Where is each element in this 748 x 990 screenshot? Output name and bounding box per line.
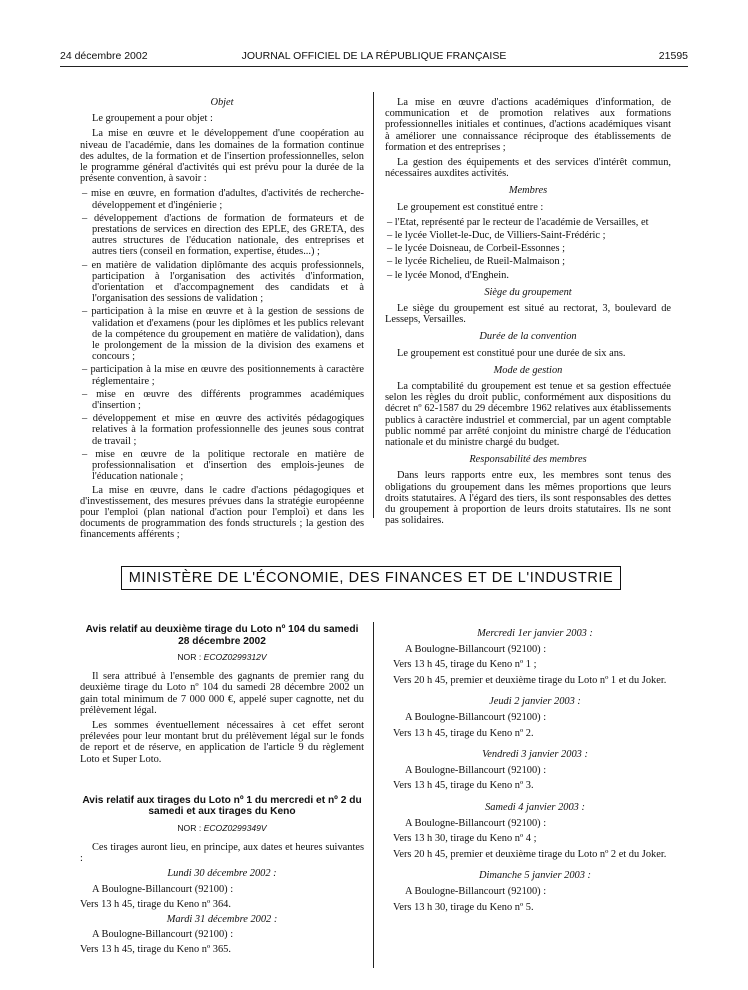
membres-item: – l'Etat, représenté par le recteur de l'académie de Versailles, et bbox=[387, 216, 649, 228]
schedule-line: Vers 13 h 45, tirage du Keno nº 365. bbox=[80, 944, 231, 956]
heading-duree: Durée de la convention bbox=[479, 331, 577, 343]
membres-intro: Le groupement est constitué entre : bbox=[397, 201, 544, 213]
objet-item: – développement et mise en œuvre des activités pédagogiques relatives à la formation professionnelle des jeunes sous contrat de travail ; bbox=[82, 413, 364, 447]
bottom-column-divider bbox=[373, 622, 374, 968]
avis-2-intro: Ces tirages auront lieu, en principe, aux dates et heures suivantes : bbox=[80, 842, 364, 865]
membres-item: – le lycée Doisneau, de Corbeil-Essonnes ; bbox=[387, 243, 566, 255]
objet-item: – en matière de validation diplômante des acquis professionnels, participation à l'organisation des activités d'information, d'orientation et d'accompagnement des candidats et à l'organisation des sessions de validation ; bbox=[82, 259, 364, 305]
objet-paragraph-2: La mise en œuvre, dans le cadre d'actions pédagogiques et d'investissement, des mesures prévues dans la stratégie européenne pour l'emploi (plan national d'action pour l'emploi) et dans les documents de programmation des fonds structurels ; la gestion des financements afférents ; bbox=[80, 484, 364, 541]
objet-item: – mise en œuvre de la politique rectorale en matière de professionnalisation et d'insertion des emplois-jeunes de l'éducation nationale ; bbox=[82, 448, 364, 483]
schedule-date: Lundi 30 décembre 2002 : bbox=[167, 868, 277, 880]
gestion-text: La comptabilité du groupement est tenue et sa gestion effectuée selon les règles du droit public, conformément aux dispositions du décret nº 62-1587 du 29 décembre 1962 relatives aux établissements publics à caractère industriel et commercial, par un agent comptable public nommé par arrêté conjoint du ministre chargé de l'éducation nationale et du ministre chargé du budget. bbox=[385, 381, 671, 449]
heading-siege: Siège du groupement bbox=[484, 286, 572, 298]
objet-paragraph-3: La mise en œuvre d'actions académiques d'information, de communication et de promotion relatives aux formations professionnelles initiales et continues, d'actions académiques visant à améliorer une connaissance réciproque des établissements de formation et des entreprises ; bbox=[385, 97, 671, 153]
ministry-banner: MINISTÈRE DE L'ÉCONOMIE, DES FINANCES ET DE L'INDUSTRIE bbox=[121, 566, 621, 590]
membres-item: – le lycée Richelieu, de Rueil-Malmaison ; bbox=[387, 256, 566, 268]
membres-item: – le lycée Viollet-le-Duc, de Villiers-Saint-Frédéric ; bbox=[387, 230, 606, 242]
objet-item: – mise en œuvre des différents programmes académiques d'insertion ; bbox=[82, 388, 364, 412]
objet-item: – participation à la mise en œuvre et à la gestion de sessions de validation et d'examens (pour les diplômes et les publics relevant de la compétence du groupement en matière de validation), dans le prolongement de la mission de la division des examens et concours ; bbox=[82, 306, 364, 363]
avis-1-paragraph-1: Il sera attribué à l'ensemble des gagnants de premier rang du deuxième tirage du Loto nº 104 du samedi 28 décembre 2002 un gain total minimum de 7 000 000 €, appelé super cagnotte, net du prélèvement légal. bbox=[80, 671, 364, 716]
schedule-line: Vers 13 h 45, tirage du Keno nº 3. bbox=[393, 780, 534, 792]
schedule-date: Mardi 31 décembre 2002 : bbox=[166, 914, 278, 926]
heading-responsabilite: Responsabilité des membres bbox=[469, 454, 587, 466]
schedule-line: Vers 20 h 45, premier et deuxième tirage du Loto nº 2 et du Joker. bbox=[393, 848, 667, 860]
schedule-line: Vers 13 h 30, tirage du Keno nº 4 ; bbox=[393, 833, 537, 845]
schedule-date: Jeudi 2 janvier 2003 : bbox=[489, 696, 581, 708]
schedule-line: Vers 13 h 30, tirage du Keno nº 5. bbox=[393, 901, 534, 913]
schedule-place: A Boulogne-Billancourt (92100) : bbox=[405, 643, 547, 655]
header-rule bbox=[60, 66, 688, 67]
schedule-line: Vers 13 h 45, tirage du Keno nº 1 ; bbox=[393, 659, 537, 671]
top-column-divider bbox=[373, 92, 374, 518]
schedule-place: A Boulogne-Billancourt (92100) : bbox=[405, 885, 547, 897]
avis-1-title: Avis relatif au deuxième tirage du Loto nº 104 du samedi 28 décembre 2002 bbox=[85, 624, 359, 647]
objet-item: – mise en œuvre, en formation d'adultes, d'activités de recherche-développement et d'ingénierie ; bbox=[82, 188, 365, 211]
schedule-date: Vendredi 3 janvier 2003 : bbox=[482, 749, 588, 761]
schedule-place: A Boulogne-Billancourt (92100) : bbox=[92, 929, 234, 941]
schedule-place: A Boulogne-Billancourt (92100) : bbox=[405, 764, 547, 776]
objet-paragraph-4: La gestion des équipements et des services d'intérêt commun, nécessaires auxdites activités. bbox=[385, 157, 671, 180]
header-journal-title: JOURNAL OFFICIEL DE LA RÉPUBLIQUE FRANÇAISE bbox=[241, 50, 507, 62]
schedule-place: A Boulogne-Billancourt (92100) : bbox=[405, 711, 547, 723]
schedule-line: Vers 20 h 45, premier et deuxième tirage du Loto nº 1 et du Joker. bbox=[393, 674, 667, 686]
schedule-place: A Boulogne-Billancourt (92100) : bbox=[405, 817, 547, 829]
duree-text: Le groupement est constitué pour une durée de six ans. bbox=[397, 347, 626, 359]
avis-2-title: Avis relatif aux tirages du Loto nº 1 du mercredi et nº 2 du samedi et aux tirages du Keno bbox=[82, 794, 362, 818]
schedule-line: Vers 13 h 45, tirage du Keno nº 2. bbox=[393, 727, 534, 739]
responsabilite-text: Dans leurs rapports entre eux, les membres sont tenus des obligations du groupement dans les mêmes proportions que leurs droits statutaires. A l'égard des tiers, ils sont responsables des dettes du groupement à proportion de leurs droits statutaires. Ils ne sont pas solidaires. bbox=[385, 470, 671, 527]
header-date: 24 décembre 2002 bbox=[60, 50, 148, 62]
avis-1-nor: NOR : ECOZ0299312V bbox=[177, 652, 267, 662]
schedule-line: Vers 13 h 45, tirage du Keno nº 364. bbox=[80, 898, 231, 910]
objet-item: – développement d'actions de formation de formateurs et de prestations de services en direction des EPLE, des GRETA, des autres structures de l'éducation nationale, des entreprises et autres tiers (conseil en formation, expertise, études...) ; bbox=[82, 212, 364, 258]
top-right-column bbox=[385, 97, 671, 531]
avis-spacer bbox=[80, 769, 364, 795]
objet-item: – participation à la mise en œuvre des positionnements à caractère réglementaire ; bbox=[82, 364, 364, 387]
schedule-place: A Boulogne-Billancourt (92100) : bbox=[92, 883, 234, 895]
bottom-right-column bbox=[393, 628, 677, 917]
schedule-date: Samedi 4 janvier 2003 : bbox=[485, 801, 585, 813]
objet-intro: Le groupement a pour objet : bbox=[92, 113, 213, 125]
avis-1-paragraph-2: Les sommes éventuellement nécessaires à cet effet seront prélevées pour leur montant brut du prélèvement légal sur le fonds de report et de réserve, en application de l'article 9 du règlement Loto et Super Loto. bbox=[80, 720, 364, 765]
top-left-column bbox=[80, 97, 364, 545]
heading-membres: Membres bbox=[508, 185, 548, 197]
schedule-date: Dimanche 5 janvier 2003 : bbox=[479, 870, 591, 882]
page-header bbox=[0, 0, 748, 70]
siege-text: Le siège du groupement est situé au rectorat, 3, boulevard de Lesseps, Versailles. bbox=[385, 303, 671, 326]
objet-paragraph-1: La mise en œuvre et le développement d'une coopération au niveau de l'académie, dans les domaines de la formation continue des adultes, de la formation et de l'insertion professionnelles, selon le programme général d'activités qui est prévu pour la durée de la présente convention, à savoir : bbox=[80, 128, 364, 185]
heading-objet: Objet bbox=[210, 97, 234, 108]
bottom-left-column bbox=[80, 624, 364, 960]
membres-item: – le lycée Monod, d'Enghein. bbox=[387, 269, 509, 281]
heading-gestion: Mode de gestion bbox=[493, 364, 563, 376]
schedule-date: Mercredi 1er janvier 2003 : bbox=[477, 628, 593, 639]
avis-2-nor: NOR : ECOZ0299349V bbox=[177, 822, 267, 833]
header-page-number: 21595 bbox=[658, 50, 688, 62]
